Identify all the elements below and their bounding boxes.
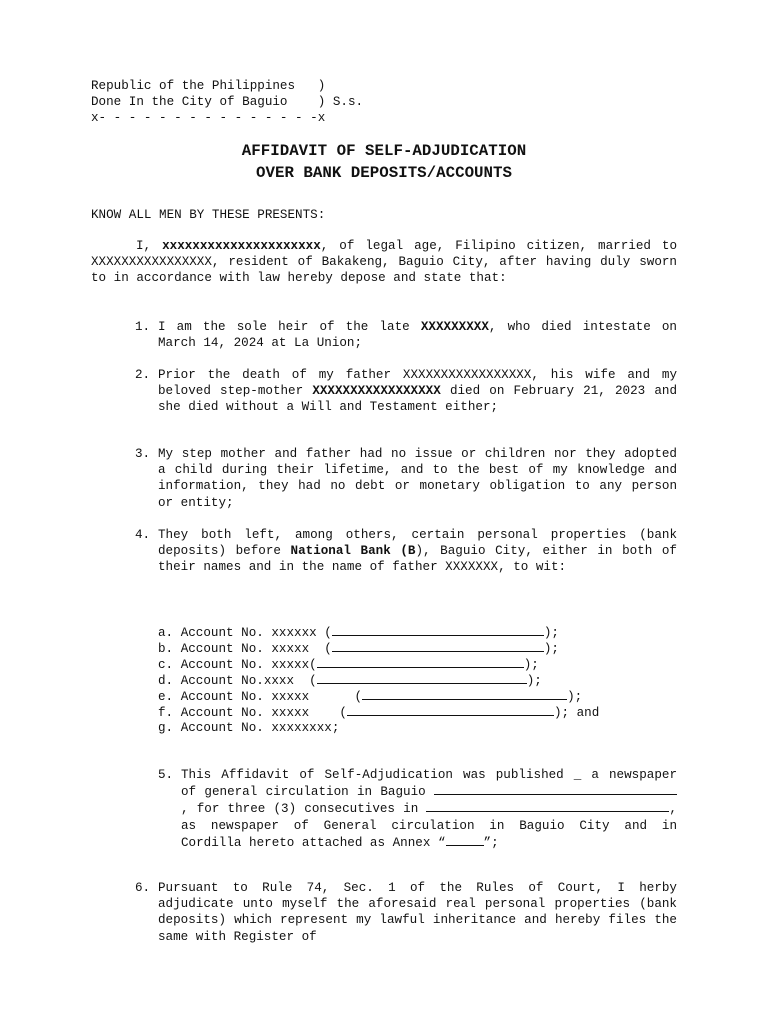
item-6-number: 6.	[135, 881, 151, 895]
item-4-text	[158, 527, 677, 576]
account-letter: a.	[158, 626, 174, 640]
account-item	[158, 672, 542, 689]
account-label: Account No. xxxxxxxx;	[180, 721, 340, 735]
account-suffix: );	[543, 642, 559, 656]
item-5-text	[181, 767, 677, 851]
item-4-part-a: They both left, among others, certain personal properties (bank deposits) before	[158, 528, 677, 559]
step-mother-name: XXXXXXXXXXXXXXXXX	[312, 384, 441, 399]
account-suffix: );	[523, 658, 539, 672]
account-label: Account No. xxxxx (	[180, 706, 347, 720]
item-5-number: 5.	[158, 768, 174, 782]
bank-abbrev: B	[407, 544, 416, 559]
account-label: Account No. xxxxx (	[180, 690, 363, 704]
item-3-text: My step mother and father had no issue or children nor they adopted a child during their lifetime, and to the best of my knowledge and information, they had no debt or monetary obligation to any person or entity;	[158, 447, 677, 510]
item-2-part-b: died on February 21, 2023 and she died without a Will and Testament either;	[158, 384, 677, 415]
account-item	[158, 720, 339, 736]
deceased-name: XXXXXXXXX	[420, 320, 489, 334]
header-republic: Republic of the Philippines )	[91, 79, 326, 93]
account-blank	[362, 688, 567, 700]
intro-paragraph	[91, 238, 677, 287]
account-item	[158, 656, 539, 673]
account-suffix: );	[543, 626, 559, 640]
intro-part1: I,	[136, 239, 152, 253]
item-1-number: 1.	[135, 320, 151, 334]
item-5-part-a: This Affidavit of Self-Adjudication was published _ a newspaper of general circulation in Baguio	[181, 768, 677, 800]
know-all-men: KNOW ALL MEN BY THESE PRESENTS:	[91, 208, 326, 222]
header-divider: x- - - - - - - - - - - - - - -x	[91, 111, 326, 125]
account-letter: g.	[158, 721, 174, 735]
item-2-part-a: Prior the death of my father XXXXXXXXXXXXXXXXX, his wife and my beloved step-mother	[158, 368, 677, 399]
item-2-text	[158, 367, 677, 416]
account-letter: d.	[158, 674, 174, 688]
account-suffix: ); and	[553, 706, 600, 720]
document-title-line2: OVER BANK DEPOSITS/ACCOUNTS	[256, 164, 512, 182]
account-letter: b.	[158, 642, 174, 656]
newspaper-blank	[434, 783, 677, 795]
item-5-part-b: , for three (3) consecutives in	[181, 802, 419, 817]
account-blank	[332, 624, 544, 636]
account-letter: f.	[158, 706, 174, 720]
account-item	[158, 688, 582, 705]
account-blank	[332, 640, 544, 652]
account-blank	[347, 704, 554, 716]
item-2-number: 2.	[135, 368, 151, 382]
item-6-text: Pursuant to Rule 74, Sec. 1 of the Rules of Court, I herby adjudicate unto myself the aforesaid real personal properties (bank deposits) which represent my lawful inheritance and hereby files the same with Register of	[158, 881, 677, 944]
account-letter: e.	[158, 690, 174, 704]
item-4-part-b: ), Baguio City, either in both of their names and in the name of father XXXXXXX, to wit:	[158, 544, 677, 575]
account-letter: c.	[158, 658, 174, 672]
item-1-text	[158, 319, 677, 351]
header-city: Done In the City of Baguio ) S.s.	[91, 95, 364, 109]
item-1-part-a: I am the sole heir of the late	[158, 320, 410, 334]
account-label: Account No. xxxxx (	[180, 642, 332, 656]
account-item	[158, 704, 599, 721]
bank-name: National Bank (	[290, 544, 408, 559]
item-5-part-d: ”;	[483, 835, 499, 850]
item-1-part-b: , who died intestate on March 14, 2024 at La Union;	[158, 320, 677, 351]
publication-blank	[426, 800, 669, 812]
item-4-number: 4.	[135, 528, 151, 542]
account-blank	[317, 656, 524, 668]
account-label: Account No. xxxxx(	[180, 658, 317, 672]
document-title-line1: AFFIDAVIT OF SELF-ADJUDICATION	[241, 142, 527, 160]
affiant-name: xxxxxxxxxxxxxxxxxxxxx	[162, 239, 321, 253]
account-label: Account No.xxxx (	[180, 674, 317, 688]
account-item	[158, 624, 559, 641]
item-5-part-c: , as newspaper of General circulation in Baguio City and in Cordilla hereto attached as Annex “	[181, 802, 677, 850]
annex-blank	[446, 834, 484, 846]
account-item	[158, 640, 559, 657]
account-label: Account No. xxxxxx (	[180, 626, 332, 640]
item-3-number: 3.	[135, 447, 151, 461]
account-blank	[317, 672, 527, 684]
account-suffix: );	[567, 690, 583, 704]
intro-part2: , of legal age, Filipino citizen, married to XXXXXXXXXXXXXXXX, resident of Bakakeng, Baguio City, after having duly sworn to in accordance with law hereby depose and state that:	[91, 239, 678, 286]
account-suffix: );	[526, 674, 542, 688]
